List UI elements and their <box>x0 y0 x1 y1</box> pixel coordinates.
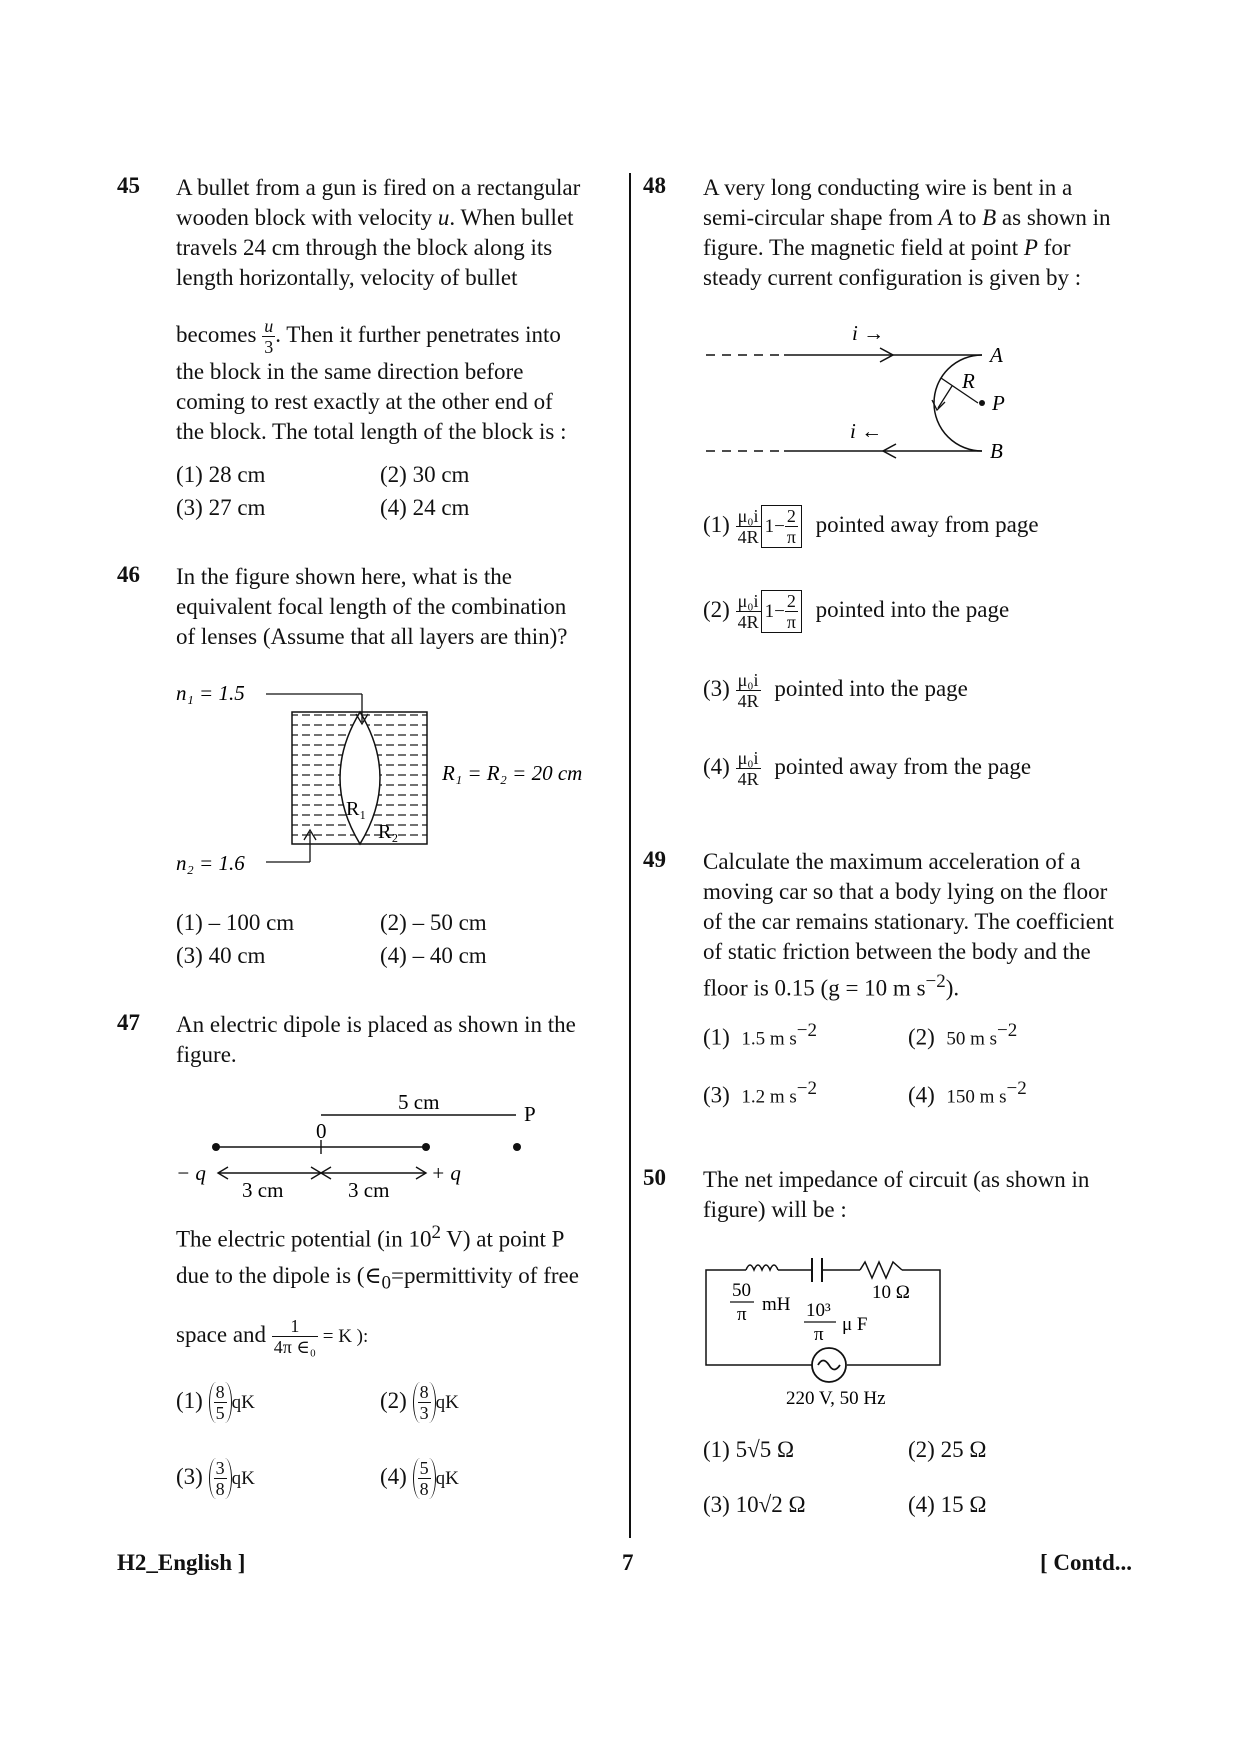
text-line: floor is 0.15 (g = 10 m $s^{-2}$). <box>703 971 960 1001</box>
text-line: figure) will be : <box>703 1197 847 1222</box>
option-4[interactable]: (4) 15 Ω <box>908 1492 987 1517</box>
text-line: the block. The total length of the block is : <box>176 419 567 445</box>
current-label: i → <box>852 321 885 345</box>
text-line: An electric dipole is placed as shown in the <box>176 1012 576 1037</box>
radius-label: R <box>962 369 975 393</box>
question-48-text <box>703 173 1145 293</box>
source-label: 220 V, 50 Hz <box>786 1388 886 1409</box>
capacitance-value: 10³ <box>806 1300 831 1321</box>
text-line: the block in the same direction before <box>176 359 524 385</box>
circuit-figure <box>700 1250 960 1410</box>
option-1[interactable]: (1) – 100 cm <box>176 910 295 935</box>
inductance-denominator: π <box>737 1304 747 1325</box>
text-line: A very long conducting wire is bent in a <box>703 175 1073 200</box>
origin-label: 0 <box>316 1119 327 1143</box>
r1-label: R₁ <box>346 798 367 820</box>
text-line: coming to rest exactly at the other end of <box>176 389 553 415</box>
question-47-text-2 <box>176 1218 616 1357</box>
text-line: becomes $\frac{u}{3}$ . Then it further penetrates into <box>176 316 561 358</box>
option-1[interactable]: (1) 28 cm <box>176 462 266 487</box>
option-2[interactable]: (2) $\frac{8}{3}$ qK <box>380 1382 459 1423</box>
point-p <box>513 1143 521 1151</box>
question-46-text <box>176 562 616 652</box>
text-line: space and $\frac{1}{\text{4π ∈₀}}$ = K ): <box>176 1316 369 1358</box>
page-number: 7 <box>622 1550 634 1575</box>
distance-label: 3 cm <box>348 1178 390 1200</box>
n2-label: n₂ = 1.6 <box>176 851 245 875</box>
option-3[interactable]: (3) 27 cm <box>176 495 266 520</box>
negative-charge <box>212 1143 220 1151</box>
text-line: steady current configuration is given by : <box>703 265 1082 290</box>
text-line: length horizontally, velocity of bullet <box>176 265 518 290</box>
text-line: figure. <box>176 1042 237 1067</box>
question-45-text-2 <box>176 316 616 447</box>
question-number: 46 <box>117 562 140 587</box>
lens-figure <box>170 670 620 880</box>
question-number: 47 <box>117 1010 140 1035</box>
resistor <box>860 1262 902 1278</box>
question-45-text <box>176 173 616 293</box>
text-line: A bullet from a gun is fired on a rectangular <box>176 175 581 200</box>
option-2[interactable]: (2) 30 cm <box>380 462 470 487</box>
text-line: due to the dipole is ($\in_0=permittivity$ of free <box>176 1262 579 1294</box>
text-line: equivalent focal length of the combination <box>176 594 567 619</box>
question-50-text <box>703 1165 1145 1225</box>
option-4[interactable]: (4) 150 m $s^{-2}$ <box>908 1078 1027 1108</box>
option-4[interactable]: (4) – 40 cm <box>380 943 487 968</box>
text-line: The electric potential (in $10^2$ V) at point P <box>176 1222 565 1252</box>
point-p-label: P <box>524 1102 536 1126</box>
option-2[interactable]: (2) – 50 cm <box>380 910 487 935</box>
option-4[interactable]: (4) $\frac{\text{μ₀i}}{4R}$ pointed away from the page <box>703 748 1032 789</box>
continued-label: [ Contd... <box>1040 1550 1133 1575</box>
resistance-label: 10 Ω <box>872 1282 910 1303</box>
inductance-unit: mH <box>762 1294 791 1315</box>
option-2[interactable]: (2) 50 m $s^{-2}$ <box>908 1020 1018 1050</box>
inductor <box>746 1265 778 1270</box>
dipole-figure <box>176 1085 556 1200</box>
point-a-label: A <box>990 343 1003 367</box>
option-2[interactable]: (2) $\frac{\text{μ₀i}}{4R}$ 1− $\frac{2}{\pi}$ pointed into the page <box>703 591 1010 632</box>
question-number: 50 <box>643 1165 666 1190</box>
distance-label: 5 cm <box>398 1090 440 1114</box>
option-3[interactable]: (3) $\frac{3}{8}$ qK <box>176 1458 255 1499</box>
wire-figure <box>700 310 1030 470</box>
option-3[interactable]: (3) 40 cm <box>176 943 266 968</box>
pos-charge-label: + q <box>431 1161 461 1185</box>
text-line: travels 24 cm through the block along its <box>176 235 553 260</box>
option-3[interactable]: (3) 1.2 m $s^{-2}$ <box>703 1078 817 1108</box>
option-3[interactable]: (3) $\frac{\text{μ₀i}}{4R}$ pointed into the page <box>703 670 968 711</box>
text-line: semi-circular shape from A to B as shown in <box>703 205 1111 230</box>
neg-charge-label: − q <box>176 1161 206 1185</box>
question-number: 49 <box>643 847 666 872</box>
text-line: figure. The magnetic field at point P for <box>703 235 1071 260</box>
inductance-value: 50 <box>732 1280 751 1301</box>
text-line: of the car remains stationary. The coefficient <box>703 909 1114 934</box>
text-line: In the figure shown here, what is the <box>176 564 512 589</box>
text-line: Calculate the maximum acceleration of a <box>703 849 1081 874</box>
question-47-text <box>176 1010 616 1070</box>
point-b-label: B <box>990 439 1003 463</box>
option-4[interactable]: (4) $\frac{5}{8}$ qK <box>380 1458 459 1499</box>
question-49-text <box>703 847 1145 1004</box>
option-1[interactable]: (1) 5√5 Ω <box>703 1437 795 1462</box>
question-number: 48 <box>643 173 666 198</box>
distance-label: 3 cm <box>242 1178 284 1200</box>
positive-charge <box>422 1143 430 1151</box>
capacitance-unit: μ F <box>842 1314 868 1335</box>
text-line: of static friction between the body and the <box>703 939 1091 964</box>
text-line: moving car so that a body lying on the floor <box>703 879 1108 904</box>
footer-code: H2_English ] <box>117 1550 246 1575</box>
option-1[interactable]: (1) $\frac{8}{5}$ qK <box>176 1382 255 1423</box>
column-divider <box>629 173 631 1538</box>
option-1[interactable]: (1) $\frac{\text{μ₀i}}{4R}$ 1− $\frac{2}{\pi}$ pointed away from page <box>703 506 1039 547</box>
r2-label: R₂ <box>378 821 399 843</box>
radius-label: R₁ = R₂ = 20 cm <box>442 761 583 785</box>
point-p-label: P <box>992 391 1005 415</box>
n1-label: n₁ = 1.5 <box>176 681 245 705</box>
text-line: of lenses (Assume that all layers are thin)? <box>176 624 568 649</box>
text-line: wooden block with velocity u. When bullet <box>176 205 574 230</box>
point-p <box>979 400 985 406</box>
fraction: $\frac{u}{3}$ <box>264 316 274 358</box>
question-number: 45 <box>117 173 140 198</box>
option-2[interactable]: (2) 25 Ω <box>908 1437 987 1462</box>
option-3[interactable]: (3) 10√2 Ω <box>703 1492 806 1517</box>
capacitance-denominator: π <box>814 1324 824 1345</box>
fraction: $\frac{1}{\text{4π ∈₀}}$ <box>273 1316 316 1358</box>
option-4[interactable]: (4) 24 cm <box>380 495 470 520</box>
text-line: The net impedance of circuit (as shown in <box>703 1167 1090 1192</box>
option-1[interactable]: (1) 1.5 m $s^{-2}$ <box>703 1020 817 1050</box>
current-label: i ← <box>850 419 883 443</box>
